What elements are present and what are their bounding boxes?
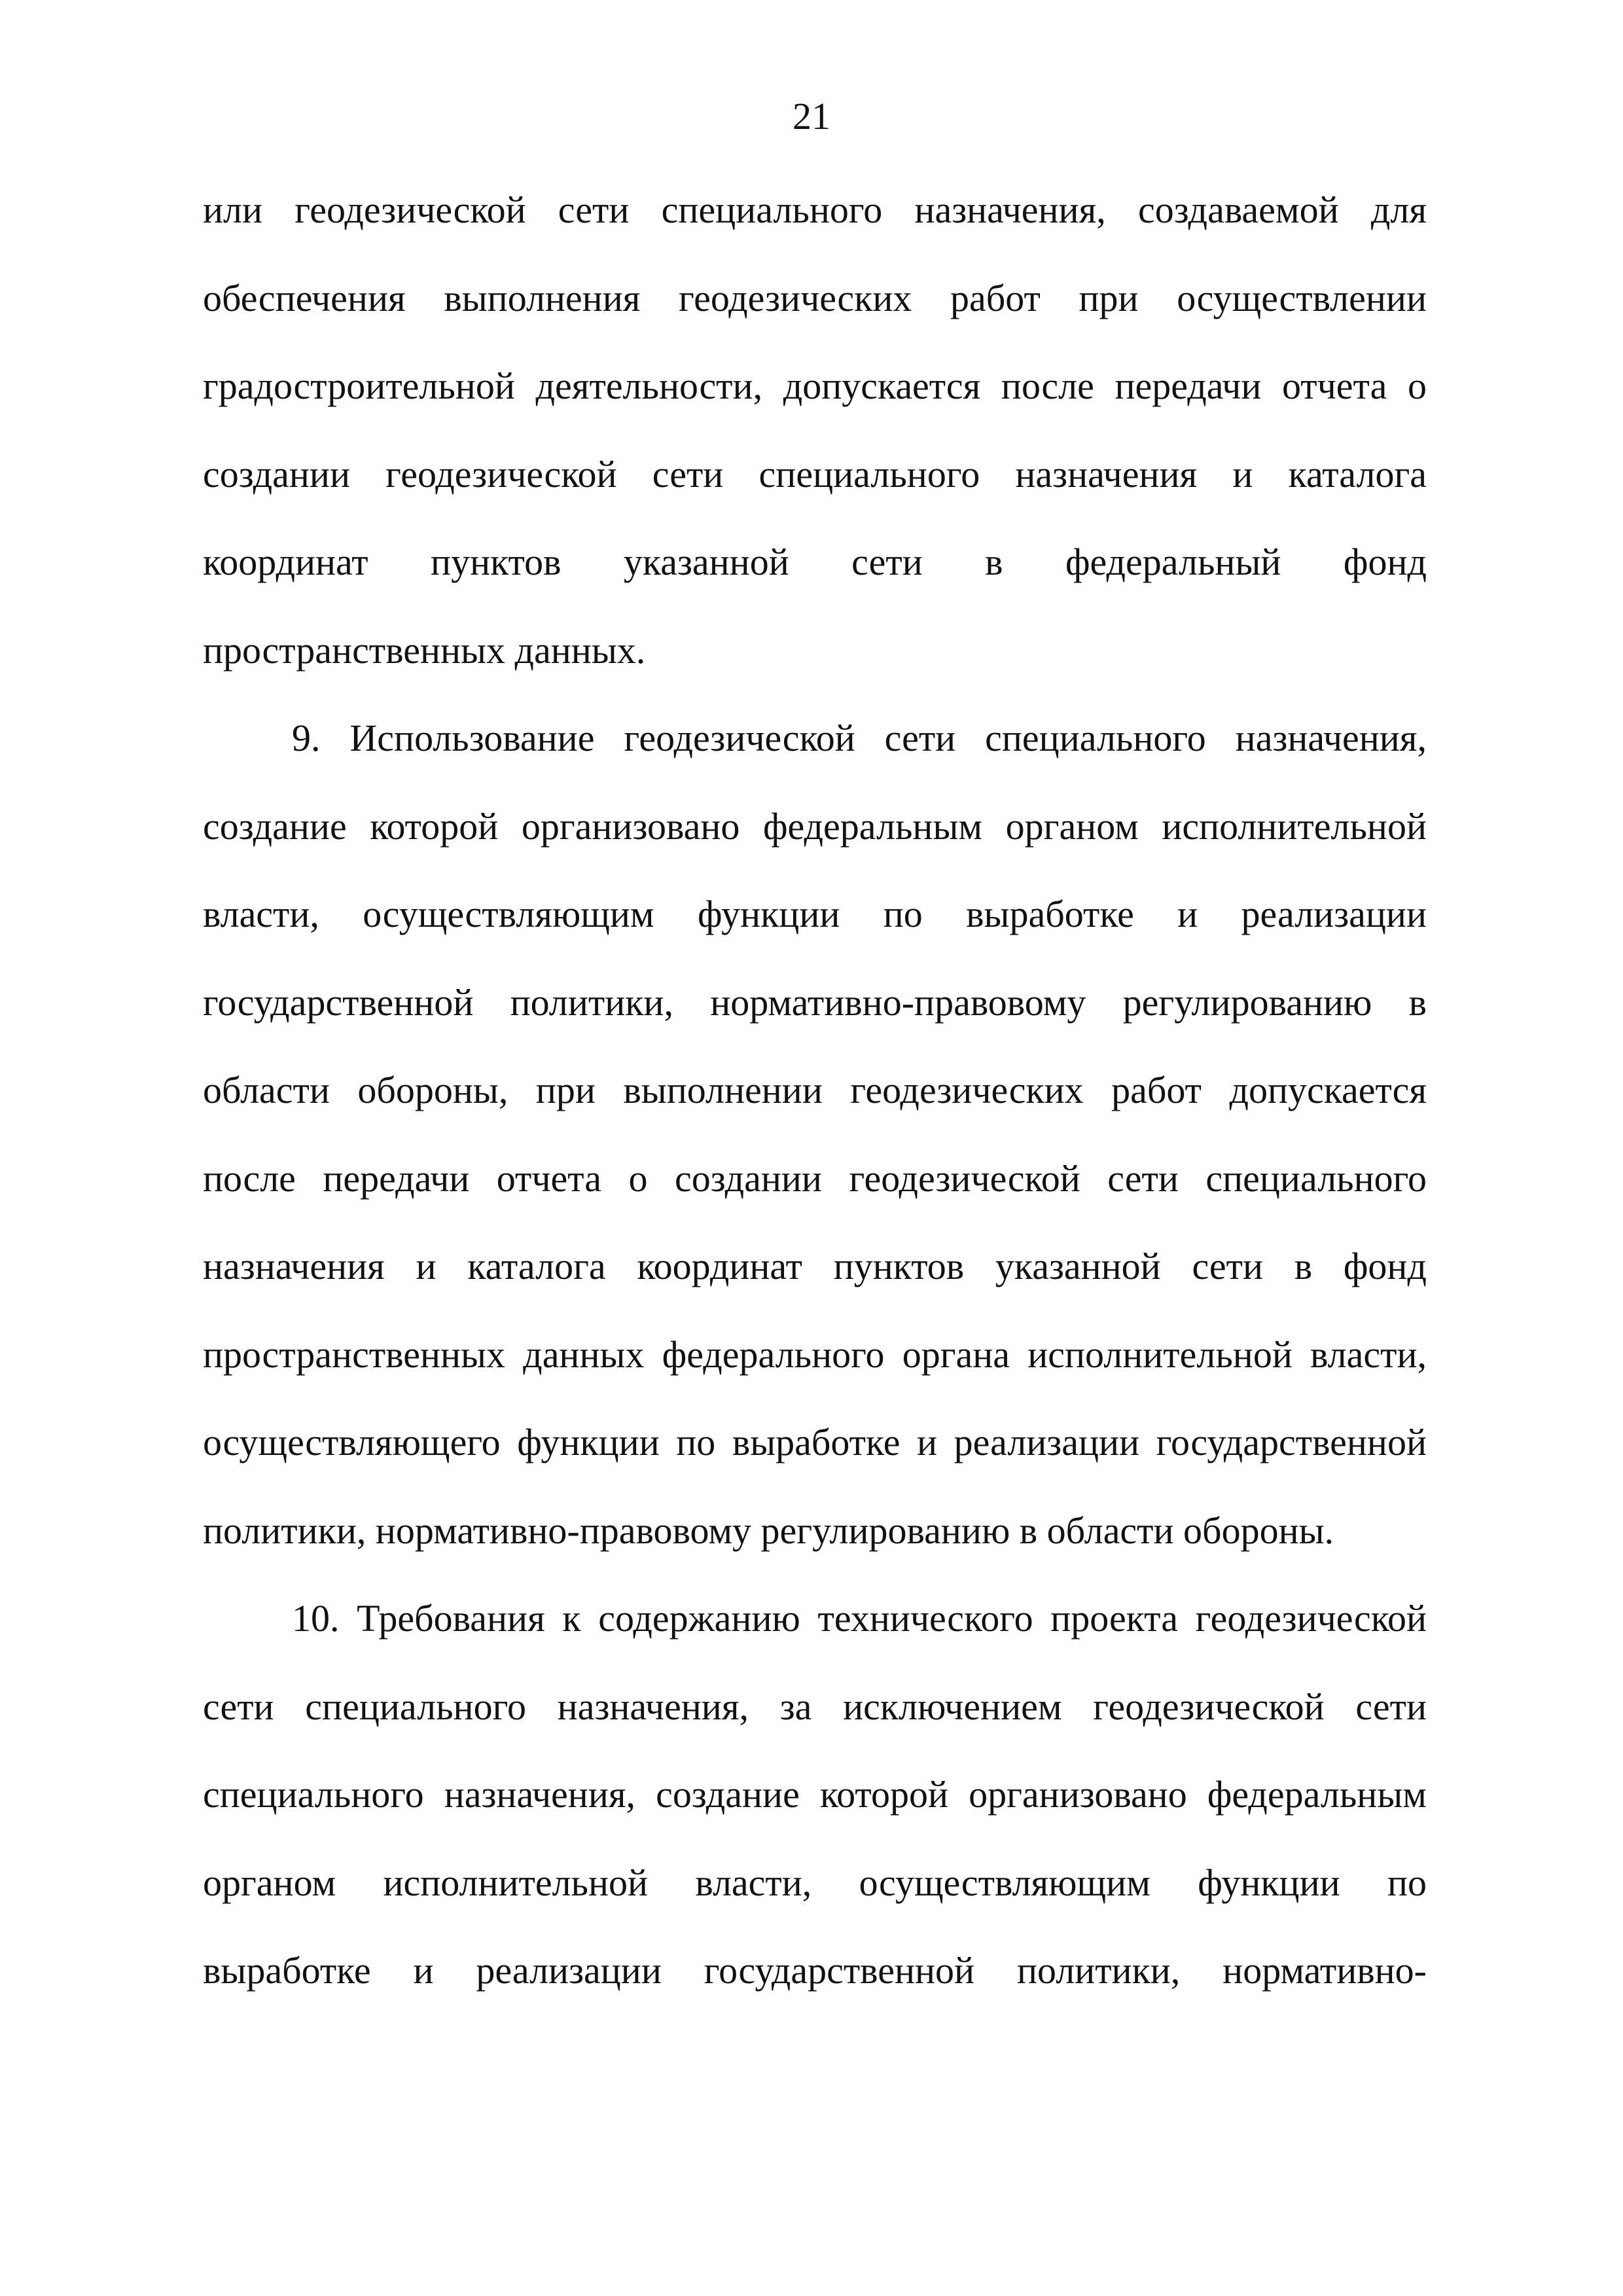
text-line: координат пунктов указанной сети в федеральный фонд — [203, 541, 1427, 583]
text-line: органом исполнительной власти, осуществляющим функции по — [203, 1861, 1427, 1904]
text-line: пространственных данных. — [203, 628, 646, 672]
text-line: 10. Требования к содержанию технического проекта геодезической — [292, 1597, 1427, 1640]
text-line: или геодезической сети специального назначения, создаваемой для — [203, 188, 1427, 231]
text-line: градостроительной деятельности, допускается после передачи отчета о — [203, 365, 1427, 407]
text-line: 9. Использование геодезической сети специального назначения, — [292, 717, 1427, 759]
text-line: государственной политики, нормативно-правовому регулированию в — [203, 980, 1427, 1024]
document-body — [203, 188, 1427, 2037]
text-line: осуществляющего функции по выработке и реализации государственной — [203, 1421, 1427, 1463]
text-line: сети специального назначения, за исключением геодезической сети — [203, 1685, 1427, 1728]
text-line: пространственных данных федерального органа исполнительной власти, — [203, 1333, 1427, 1376]
text-line: обеспечения выполнения геодезических работ при осуществлении — [203, 276, 1427, 319]
text-line: создание которой организовано федеральным органом исполнительной — [203, 804, 1427, 848]
text-line: выработке и реализации государственной политики, нормативно- — [203, 1949, 1427, 1992]
text-line: назначения и каталога координат пунктов указанной сети в фонд — [203, 1245, 1427, 1287]
page-number: 21 — [793, 95, 830, 137]
text-line: создании геодезической сети специального назначения и каталога — [203, 452, 1427, 495]
text-line: власти, осуществляющим функции по выработке и реализации — [203, 893, 1427, 935]
text-line: политики, нормативно-правовому регулированию в области обороны. — [203, 1509, 1334, 1552]
text-line: после передачи отчета о создании геодезической сети специального — [203, 1157, 1427, 1200]
text-line: специального назначения, создание которой организовано федеральным — [203, 1773, 1427, 1816]
text-line: области обороны, при выполнении геодезических работ допускается — [203, 1069, 1427, 1111]
